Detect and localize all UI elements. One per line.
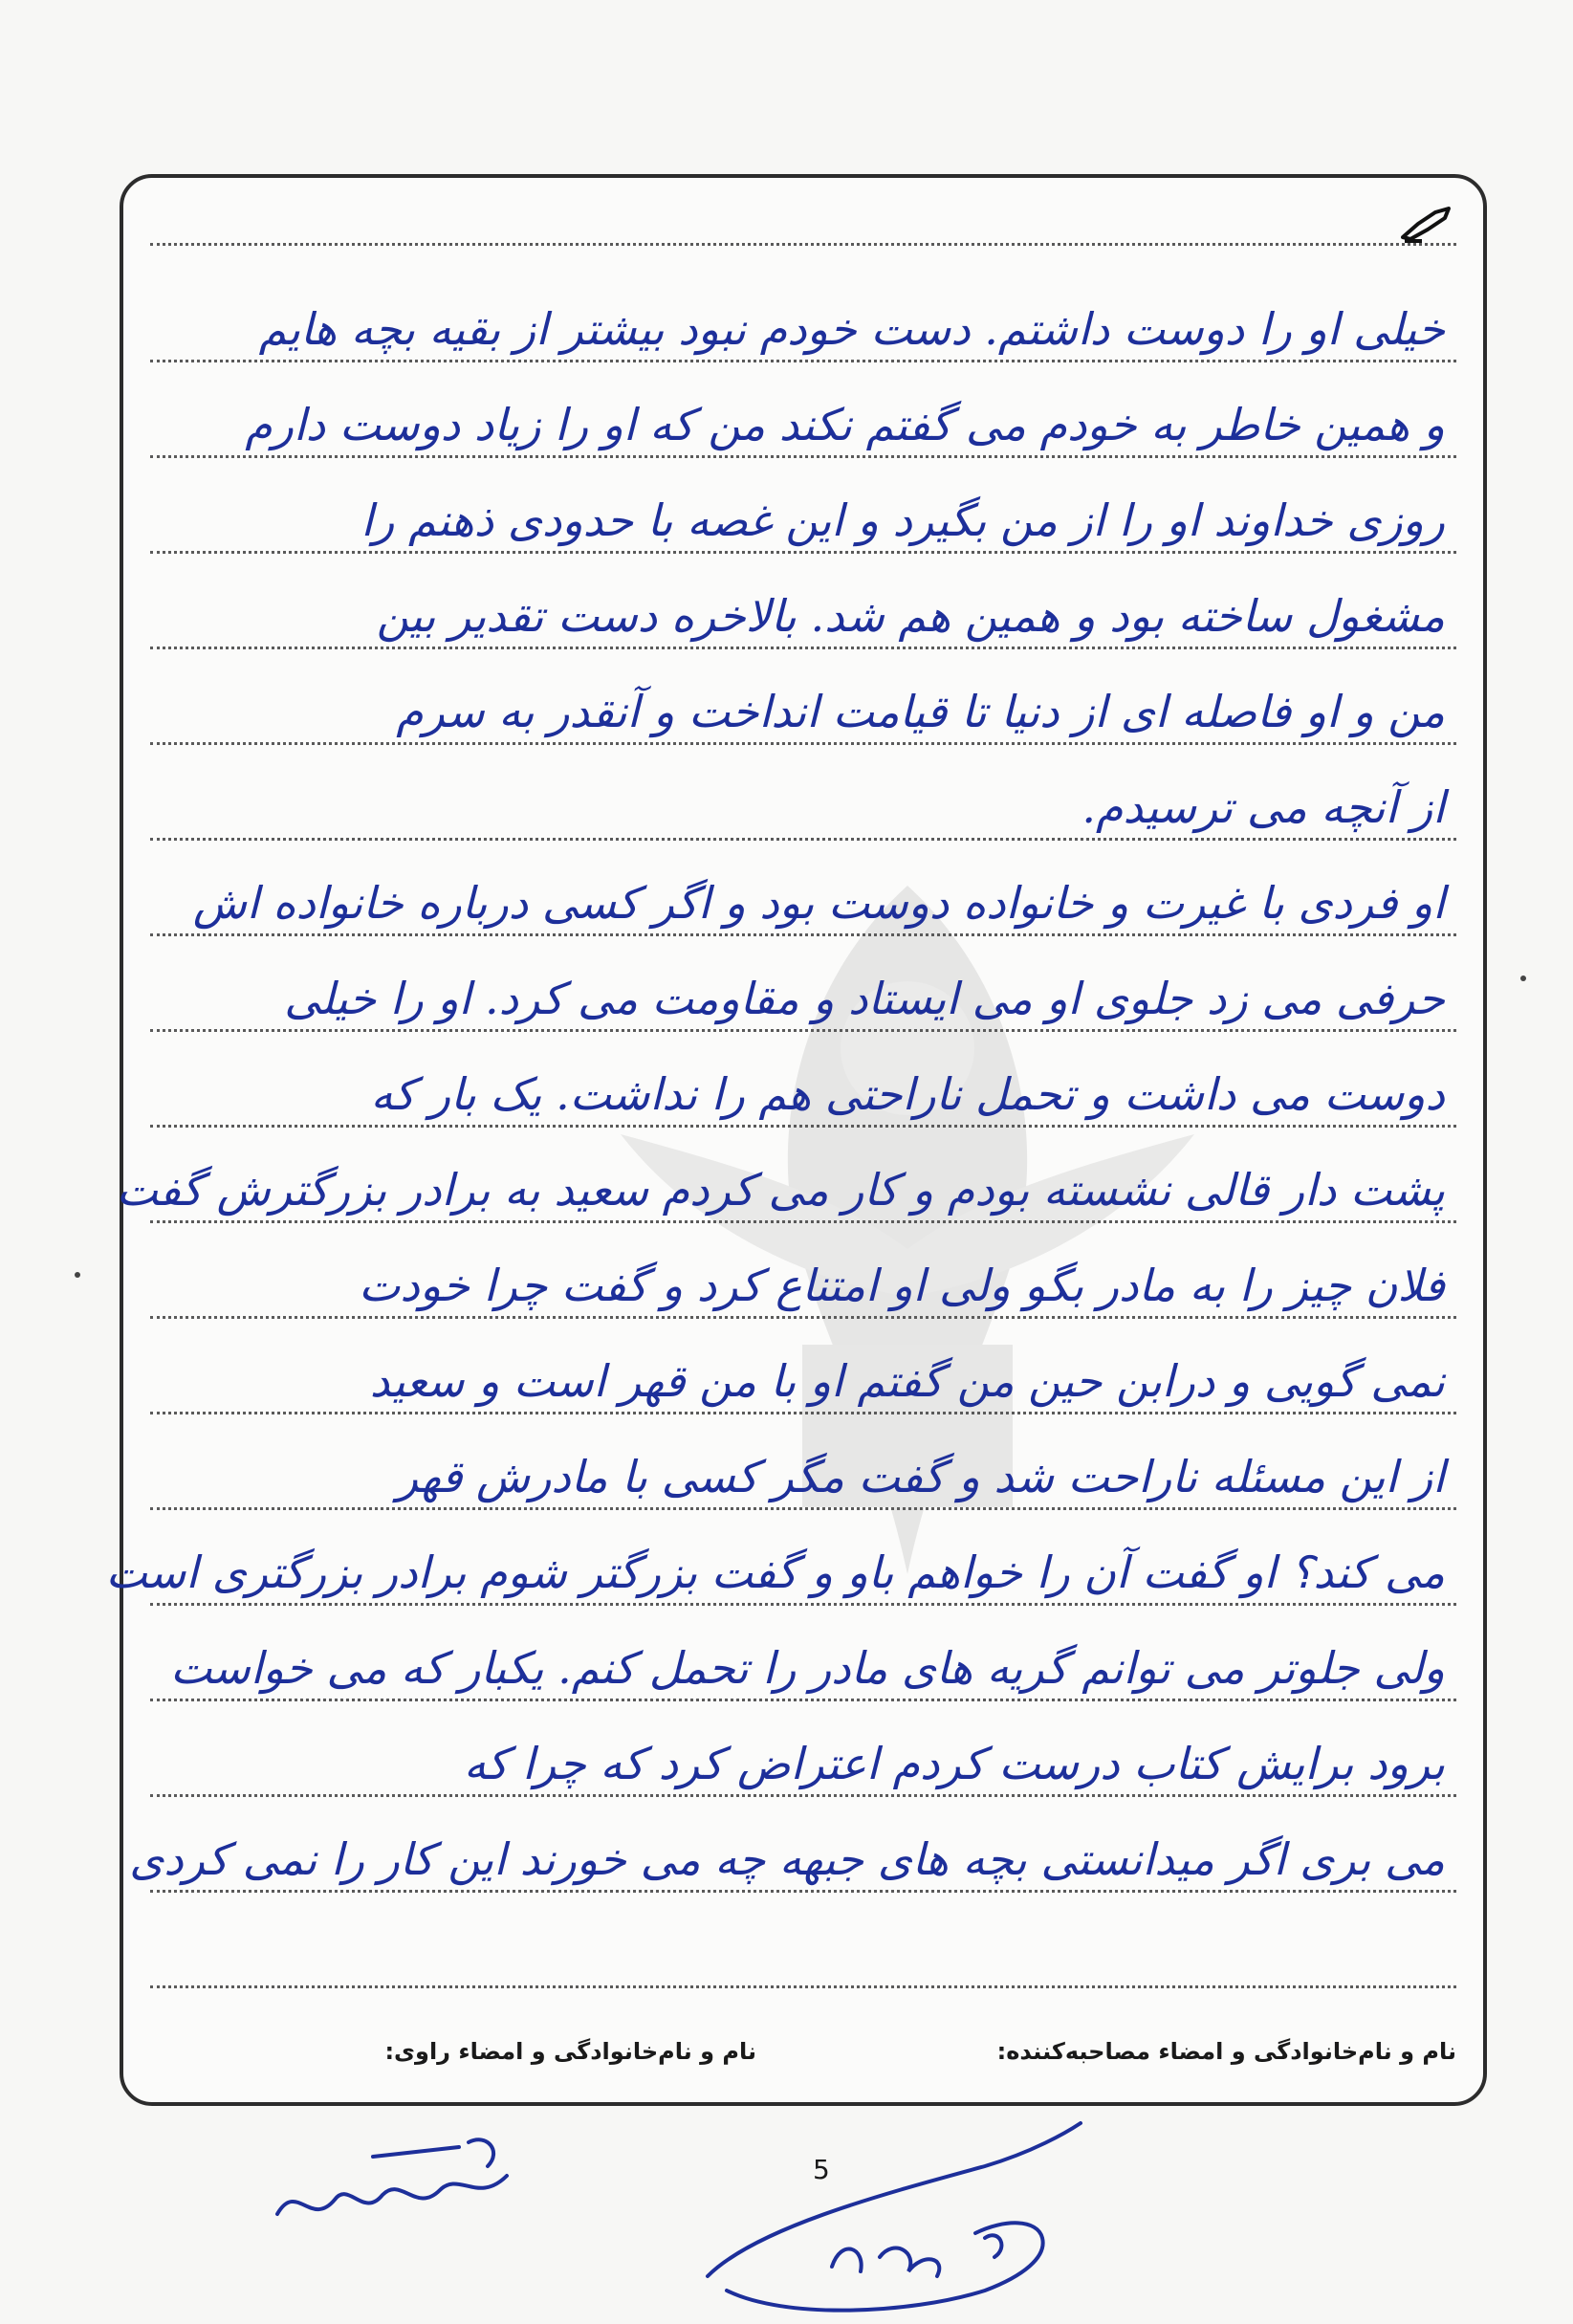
ruled-line — [150, 455, 1456, 458]
pen-icon — [1399, 205, 1456, 243]
handwritten-line: او فردی با غیرت و خانواده دوست بود و اگر کسی درباره خانواده اش — [192, 877, 1445, 929]
ruled-line — [150, 933, 1456, 936]
ruled-line — [150, 1507, 1456, 1510]
ruled-line — [150, 360, 1456, 362]
interviewer-signature-icon — [669, 2114, 1100, 2324]
ruled-line — [150, 1412, 1456, 1414]
ruled-line — [150, 742, 1456, 745]
handwritten-line: پشت دار قالی نشسته بودم و کار می کردم سعید به برادر بزرگترش گفت — [116, 1164, 1445, 1216]
ruled-line — [150, 1316, 1456, 1319]
handwritten-line: دوست می داشت و تحمل ناراحتی هم را نداشت. یک بار که — [370, 1068, 1445, 1120]
page-number: 5 — [813, 2154, 830, 2185]
ruled-line — [150, 838, 1456, 841]
paper-speck — [1520, 976, 1526, 981]
handwritten-line: روزی خداوند او را از من بگیرد و این غصه با حدودی ذهنم را — [360, 494, 1445, 546]
ruled-line — [150, 647, 1456, 649]
handwritten-line: از آنچه می ترسیدم. — [1081, 781, 1445, 833]
handwritten-line: از این مسئله ناراحت شد و گفت مگر کسی با مادرش قهر — [396, 1451, 1445, 1502]
narrator-signature-icon — [258, 2123, 545, 2247]
handwritten-line: ولی جلوتر می توانم گریه های مادر را تحمل کنم. یکبار که می خواست — [170, 1642, 1445, 1694]
handwritten-line: و همین خاطر به خودم می گفتم نکند من که او را زیاد دوست دارم — [245, 399, 1445, 450]
handwritten-line: می کند؟ او گفت آن را خواهم باو و گفت بزرگتر شوم برادر بزرگتری است — [105, 1546, 1445, 1598]
watermark-emblem-icon — [563, 847, 1252, 1632]
ruled-line — [150, 243, 1456, 246]
narrator-signature-label: نام و نام‌خانوادگی و امضاء راوی: — [384, 2038, 756, 2065]
ruled-line — [150, 551, 1456, 554]
handwritten-line: من و او فاصله ای از دنیا تا قیامت انداخت و آنقدر به سرم — [396, 686, 1445, 737]
ruled-line — [150, 1699, 1456, 1701]
ruled-line — [150, 1029, 1456, 1032]
ruled-line — [150, 1603, 1456, 1606]
handwritten-line: فلان چیز را به مادر بگو ولی او امتناع کرد و گفت چرا خودت — [359, 1260, 1445, 1311]
handwritten-line: مشغول ساخته بود و همین هم شد. بالاخره دست تقدیر بین — [376, 590, 1445, 642]
ruled-line — [150, 1985, 1456, 1988]
interviewer-signature-label: نام و نام‌خانوادگی و امضاء مصاحبه‌کننده: — [996, 2038, 1456, 2065]
ruled-line — [150, 1794, 1456, 1797]
ruled-line — [150, 1890, 1456, 1893]
ruled-line — [150, 1125, 1456, 1128]
handwritten-line: خیلی او را دوست داشتم. دست خودم نبود بیشتر از بقیه بچه هایم — [258, 303, 1445, 355]
ruled-line — [150, 1220, 1456, 1223]
handwritten-line: برود برایش کتاب درست کردم اعتراض کرد که چرا که — [463, 1738, 1445, 1789]
handwritten-line: می بری اگر میدانستی بچه های جبهه چه می خورند این کار را نمی کردی — [129, 1833, 1445, 1885]
handwritten-line: حرفی می زد جلوی او می ایستاد و مقاومت می کرد. او را خیلی — [284, 973, 1445, 1024]
paper-speck — [75, 1272, 80, 1278]
form-frame — [105, 174, 1487, 2106]
handwritten-line: نمی گویی و درابن حین من گفتم او با من قهر است و سعید — [369, 1355, 1445, 1407]
